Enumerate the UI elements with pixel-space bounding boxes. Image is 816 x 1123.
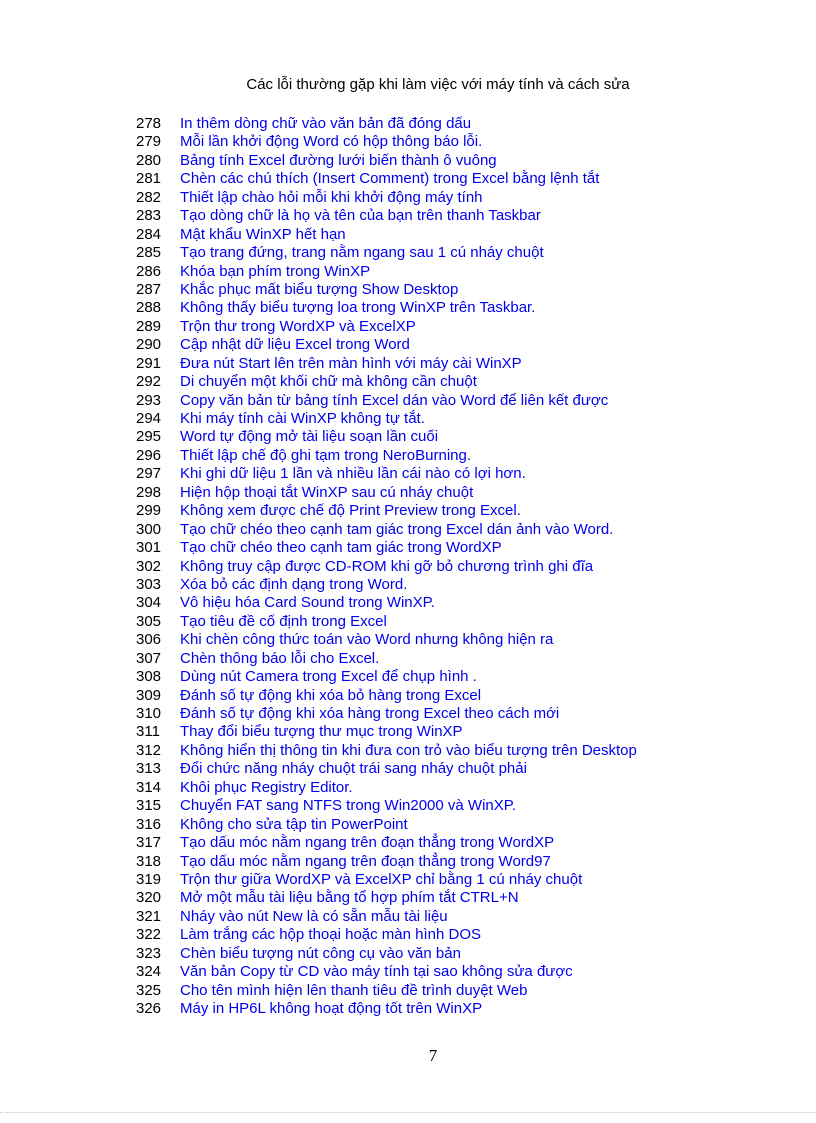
entry-number: 303 bbox=[136, 575, 162, 593]
list-item bbox=[136, 834, 637, 852]
entry-link[interactable]: Trộn thư giữa WordXP và ExcelXP chỉ bằng 1 cú nháy chuột bbox=[180, 870, 583, 888]
list-item bbox=[136, 723, 637, 741]
entry-number: 282 bbox=[136, 188, 162, 206]
entry-number: 280 bbox=[136, 151, 162, 169]
list-item bbox=[136, 742, 637, 760]
entry-number: 289 bbox=[136, 317, 162, 335]
entry-link[interactable]: Khóa bạn phím trong WinXP bbox=[180, 262, 371, 280]
entry-link[interactable]: Thiết lập chế độ ghi tạm trong NeroBurning. bbox=[180, 446, 471, 464]
entry-number: 323 bbox=[136, 944, 162, 962]
entry-link[interactable]: Bảng tính Excel đường lưới biến thành ô vuông bbox=[180, 151, 497, 169]
entry-number: 310 bbox=[136, 705, 162, 722]
entry-link[interactable]: Dùng nút Camera trong Excel để chụp hình . bbox=[180, 668, 477, 686]
list-item bbox=[136, 779, 637, 797]
entry-number: 306 bbox=[136, 631, 162, 649]
list-item bbox=[136, 539, 637, 557]
list-item bbox=[136, 336, 637, 354]
entry-number: 297 bbox=[136, 465, 162, 483]
entry-link[interactable]: Làm trắng các hộp thoại hoặc màn hình DOS bbox=[180, 926, 482, 944]
entry-number: 284 bbox=[136, 225, 162, 243]
list-item bbox=[136, 687, 637, 705]
entry-link[interactable]: Khắc phục mất biểu tượng Show Desktop bbox=[180, 280, 459, 298]
list-item bbox=[136, 797, 637, 815]
list-item bbox=[136, 133, 637, 151]
entry-number: 308 bbox=[136, 668, 162, 686]
list-item bbox=[136, 871, 637, 889]
entry-number: 324 bbox=[136, 963, 162, 981]
entry-link[interactable]: Khi chèn công thức toán vào Word nhưng không hiện ra bbox=[180, 631, 554, 649]
list-item bbox=[136, 594, 637, 612]
entry-number: 319 bbox=[136, 870, 162, 888]
entry-link[interactable]: Khi máy tính cài WinXP không tự tắt. bbox=[180, 410, 425, 427]
entry-link[interactable]: Không hiển thị thông tin khi đưa con trỏ vào biểu tượng trên Desktop bbox=[180, 741, 637, 759]
list-item bbox=[136, 373, 637, 391]
entry-link[interactable]: Nháy vào nút New là có sẵn mẫu tài liệu bbox=[180, 907, 448, 925]
entry-number: 307 bbox=[136, 649, 162, 667]
list-item bbox=[136, 521, 637, 539]
entry-number: 285 bbox=[136, 244, 162, 262]
entry-link[interactable]: Chèn thông báo lỗi cho Excel. bbox=[180, 649, 380, 667]
entry-number: 305 bbox=[136, 612, 162, 630]
entry-link[interactable]: Tạo dấu móc nằm ngang trên đoạn thẳng trong WordXP bbox=[180, 834, 555, 852]
entry-link[interactable]: Tạo tiêu đề cố định trong Excel bbox=[180, 612, 387, 630]
entry-link[interactable]: Không cho sửa tập tin PowerPoint bbox=[180, 815, 408, 833]
entry-link[interactable]: Mật khẩu WinXP hết hạn bbox=[180, 225, 346, 243]
entry-link[interactable]: Khôi phục Registry Editor. bbox=[180, 778, 353, 796]
entry-link[interactable]: Tạo dấu móc nằm ngang trên đoạn thẳng trong Word97 bbox=[180, 852, 551, 870]
list-item bbox=[136, 392, 637, 410]
entry-link[interactable]: Không thấy biểu tượng loa trong WinXP trên Taskbar. bbox=[180, 299, 536, 317]
list-item bbox=[136, 816, 637, 834]
entry-number: 292 bbox=[136, 373, 162, 391]
entry-link[interactable]: Tạo chữ chéo theo cạnh tam giác trong WordXP bbox=[180, 539, 502, 557]
list-item bbox=[136, 558, 637, 576]
entry-link[interactable]: Hiện hộp thoại tắt WinXP sau cú nháy chuột bbox=[180, 483, 474, 501]
entry-number: 318 bbox=[136, 852, 162, 870]
list-item bbox=[136, 889, 637, 907]
entry-number: 313 bbox=[136, 760, 162, 778]
entry-link[interactable]: Chèn các chú thích (Insert Comment) trong Excel bằng lệnh tắt bbox=[180, 170, 600, 188]
entry-link[interactable]: Tạo dòng chữ là họ và tên của bạn trên thanh Taskbar bbox=[180, 207, 541, 225]
entry-link[interactable]: Cập nhật dữ liệu Excel trong Word bbox=[180, 336, 410, 354]
entry-number: 287 bbox=[136, 280, 162, 298]
list-item bbox=[136, 945, 637, 963]
entry-number: 295 bbox=[136, 428, 162, 446]
list-item bbox=[136, 410, 637, 428]
list-item bbox=[136, 908, 637, 926]
entry-number: 309 bbox=[136, 686, 162, 704]
list-item bbox=[136, 428, 637, 446]
list-item bbox=[136, 355, 637, 373]
entry-number: 302 bbox=[136, 557, 162, 575]
entry-number: 283 bbox=[136, 207, 162, 225]
entry-number: 322 bbox=[136, 926, 162, 944]
entry-link[interactable]: Chèn biểu tượng nút công cụ vào văn bản bbox=[180, 944, 461, 962]
entry-number: 326 bbox=[136, 1000, 162, 1017]
list-item bbox=[136, 281, 637, 299]
entry-number: 279 bbox=[136, 133, 162, 151]
entry-number: 325 bbox=[136, 981, 162, 999]
entry-link[interactable]: Đưa nút Start lên trên màn hình với máy cài WinXP bbox=[180, 354, 522, 372]
list-item bbox=[136, 170, 637, 188]
entry-link[interactable]: Cho tên mình hiện lên thanh tiêu đề trình duyệt Web bbox=[180, 981, 528, 999]
entry-link[interactable]: Trộn thư trong WordXP và ExcelXP bbox=[180, 317, 416, 335]
entry-number: 278 bbox=[136, 115, 162, 132]
entry-number: 312 bbox=[136, 741, 162, 759]
list-item bbox=[136, 447, 637, 465]
list-item bbox=[136, 613, 637, 631]
list-item bbox=[136, 760, 637, 778]
list-item bbox=[136, 244, 637, 262]
entry-number: 315 bbox=[136, 797, 162, 815]
list-item bbox=[136, 207, 637, 225]
entry-number: 321 bbox=[136, 907, 162, 925]
list-item bbox=[136, 982, 637, 1000]
list-item bbox=[136, 152, 637, 170]
entry-link[interactable]: Không xem được chế độ Print Preview trong Excel. bbox=[180, 502, 521, 520]
list-item bbox=[136, 650, 637, 668]
entry-number: 290 bbox=[136, 336, 162, 354]
entry-number: 299 bbox=[136, 502, 162, 520]
page-edge-divider bbox=[0, 1112, 816, 1113]
list-item bbox=[136, 115, 637, 133]
entry-number: 294 bbox=[136, 410, 162, 427]
entry-link[interactable]: Văn bản Copy từ CD vào máy tính tại sao không sửa được bbox=[180, 963, 573, 981]
page-number: 7 bbox=[428, 1046, 438, 1065]
entry-link[interactable]: Mỗi lần khởi động Word có hộp thông báo lỗi. bbox=[180, 133, 483, 151]
entry-number: 320 bbox=[136, 889, 162, 907]
entry-link[interactable]: In thêm dòng chữ vào văn bản đã đóng dấu bbox=[180, 115, 472, 132]
list-item bbox=[136, 1000, 637, 1018]
entry-link[interactable]: Word tự động mở tài liệu soạn lần cuối bbox=[180, 428, 439, 446]
entry-number: 286 bbox=[136, 262, 162, 280]
entry-link[interactable]: Xóa bỏ các định dạng trong Word. bbox=[180, 575, 408, 593]
list-item bbox=[136, 189, 637, 207]
entry-number: 296 bbox=[136, 446, 162, 464]
page-header: Các lỗi thường gặp khi làm việc với máy tính và cách sửa bbox=[246, 76, 630, 93]
list-item bbox=[136, 465, 637, 483]
list-item bbox=[136, 705, 637, 723]
entry-link[interactable]: Đánh số tự động khi xóa bỏ hàng trong Excel bbox=[180, 686, 482, 704]
entry-link[interactable]: Đánh số tự động khi xóa hàng trong Excel theo cách mới bbox=[180, 705, 560, 722]
list-item bbox=[136, 631, 637, 649]
list-item bbox=[136, 502, 637, 520]
entry-number: 291 bbox=[136, 354, 162, 372]
entry-link[interactable]: Máy in HP6L không hoạt động tốt trên WinXP bbox=[180, 1000, 483, 1017]
entry-link[interactable]: Copy văn bản từ bảng tính Excel dán vào Word để liên kết được bbox=[180, 391, 609, 409]
list-item bbox=[136, 318, 637, 336]
table-of-contents bbox=[136, 115, 637, 1018]
entry-number: 281 bbox=[136, 170, 162, 188]
entry-link[interactable]: Không truy cập được CD-ROM khi gỡ bỏ chương trình ghi đĩa bbox=[180, 557, 594, 575]
entry-link[interactable]: Di chuyển một khối chữ mà không cần chuột bbox=[180, 373, 477, 391]
entry-link[interactable]: Chuyển FAT sang NTFS trong Win2000 và WinXP. bbox=[180, 797, 516, 815]
entry-number: 314 bbox=[136, 778, 162, 796]
entry-number: 304 bbox=[136, 594, 162, 612]
entry-link[interactable]: Tạo trang đứng, trang nằm ngang sau 1 cú nháy chuột bbox=[180, 244, 544, 262]
list-item bbox=[136, 263, 637, 281]
entry-link[interactable]: Vô hiệu hóa Card Sound trong WinXP. bbox=[180, 594, 435, 612]
entry-number: 317 bbox=[136, 834, 162, 852]
list-item bbox=[136, 576, 637, 594]
entry-number: 311 bbox=[136, 723, 160, 741]
list-item bbox=[136, 963, 637, 981]
entry-number: 293 bbox=[136, 391, 162, 409]
entry-link[interactable]: Đổi chức năng nháy chuột trái sang nháy chuột phải bbox=[180, 760, 527, 778]
entry-number: 316 bbox=[136, 815, 162, 833]
list-item bbox=[136, 484, 637, 502]
entry-number: 300 bbox=[136, 520, 162, 538]
list-item bbox=[136, 853, 637, 871]
entry-link[interactable]: Khi ghi dữ liệu 1 lần và nhiều lần cái nào có lợi hơn. bbox=[180, 465, 526, 483]
entry-number: 301 bbox=[136, 539, 162, 557]
list-item bbox=[136, 226, 637, 244]
list-item bbox=[136, 926, 637, 944]
list-item bbox=[136, 668, 637, 686]
entry-number: 288 bbox=[136, 299, 162, 317]
entry-link[interactable]: Thay đổi biểu tượng thư mục trong WinXP bbox=[180, 723, 463, 741]
entry-link[interactable]: Thiết lập chào hỏi mỗi khi khởi động máy tính bbox=[180, 188, 483, 206]
list-item bbox=[136, 299, 637, 317]
entry-link[interactable]: Tạo chữ chéo theo cạnh tam giác trong Excel dán ảnh vào Word. bbox=[180, 520, 614, 538]
entry-number: 298 bbox=[136, 483, 162, 501]
entry-link[interactable]: Mở một mẫu tài liệu bằng tổ hợp phím tắt CTRL+N bbox=[180, 889, 519, 907]
